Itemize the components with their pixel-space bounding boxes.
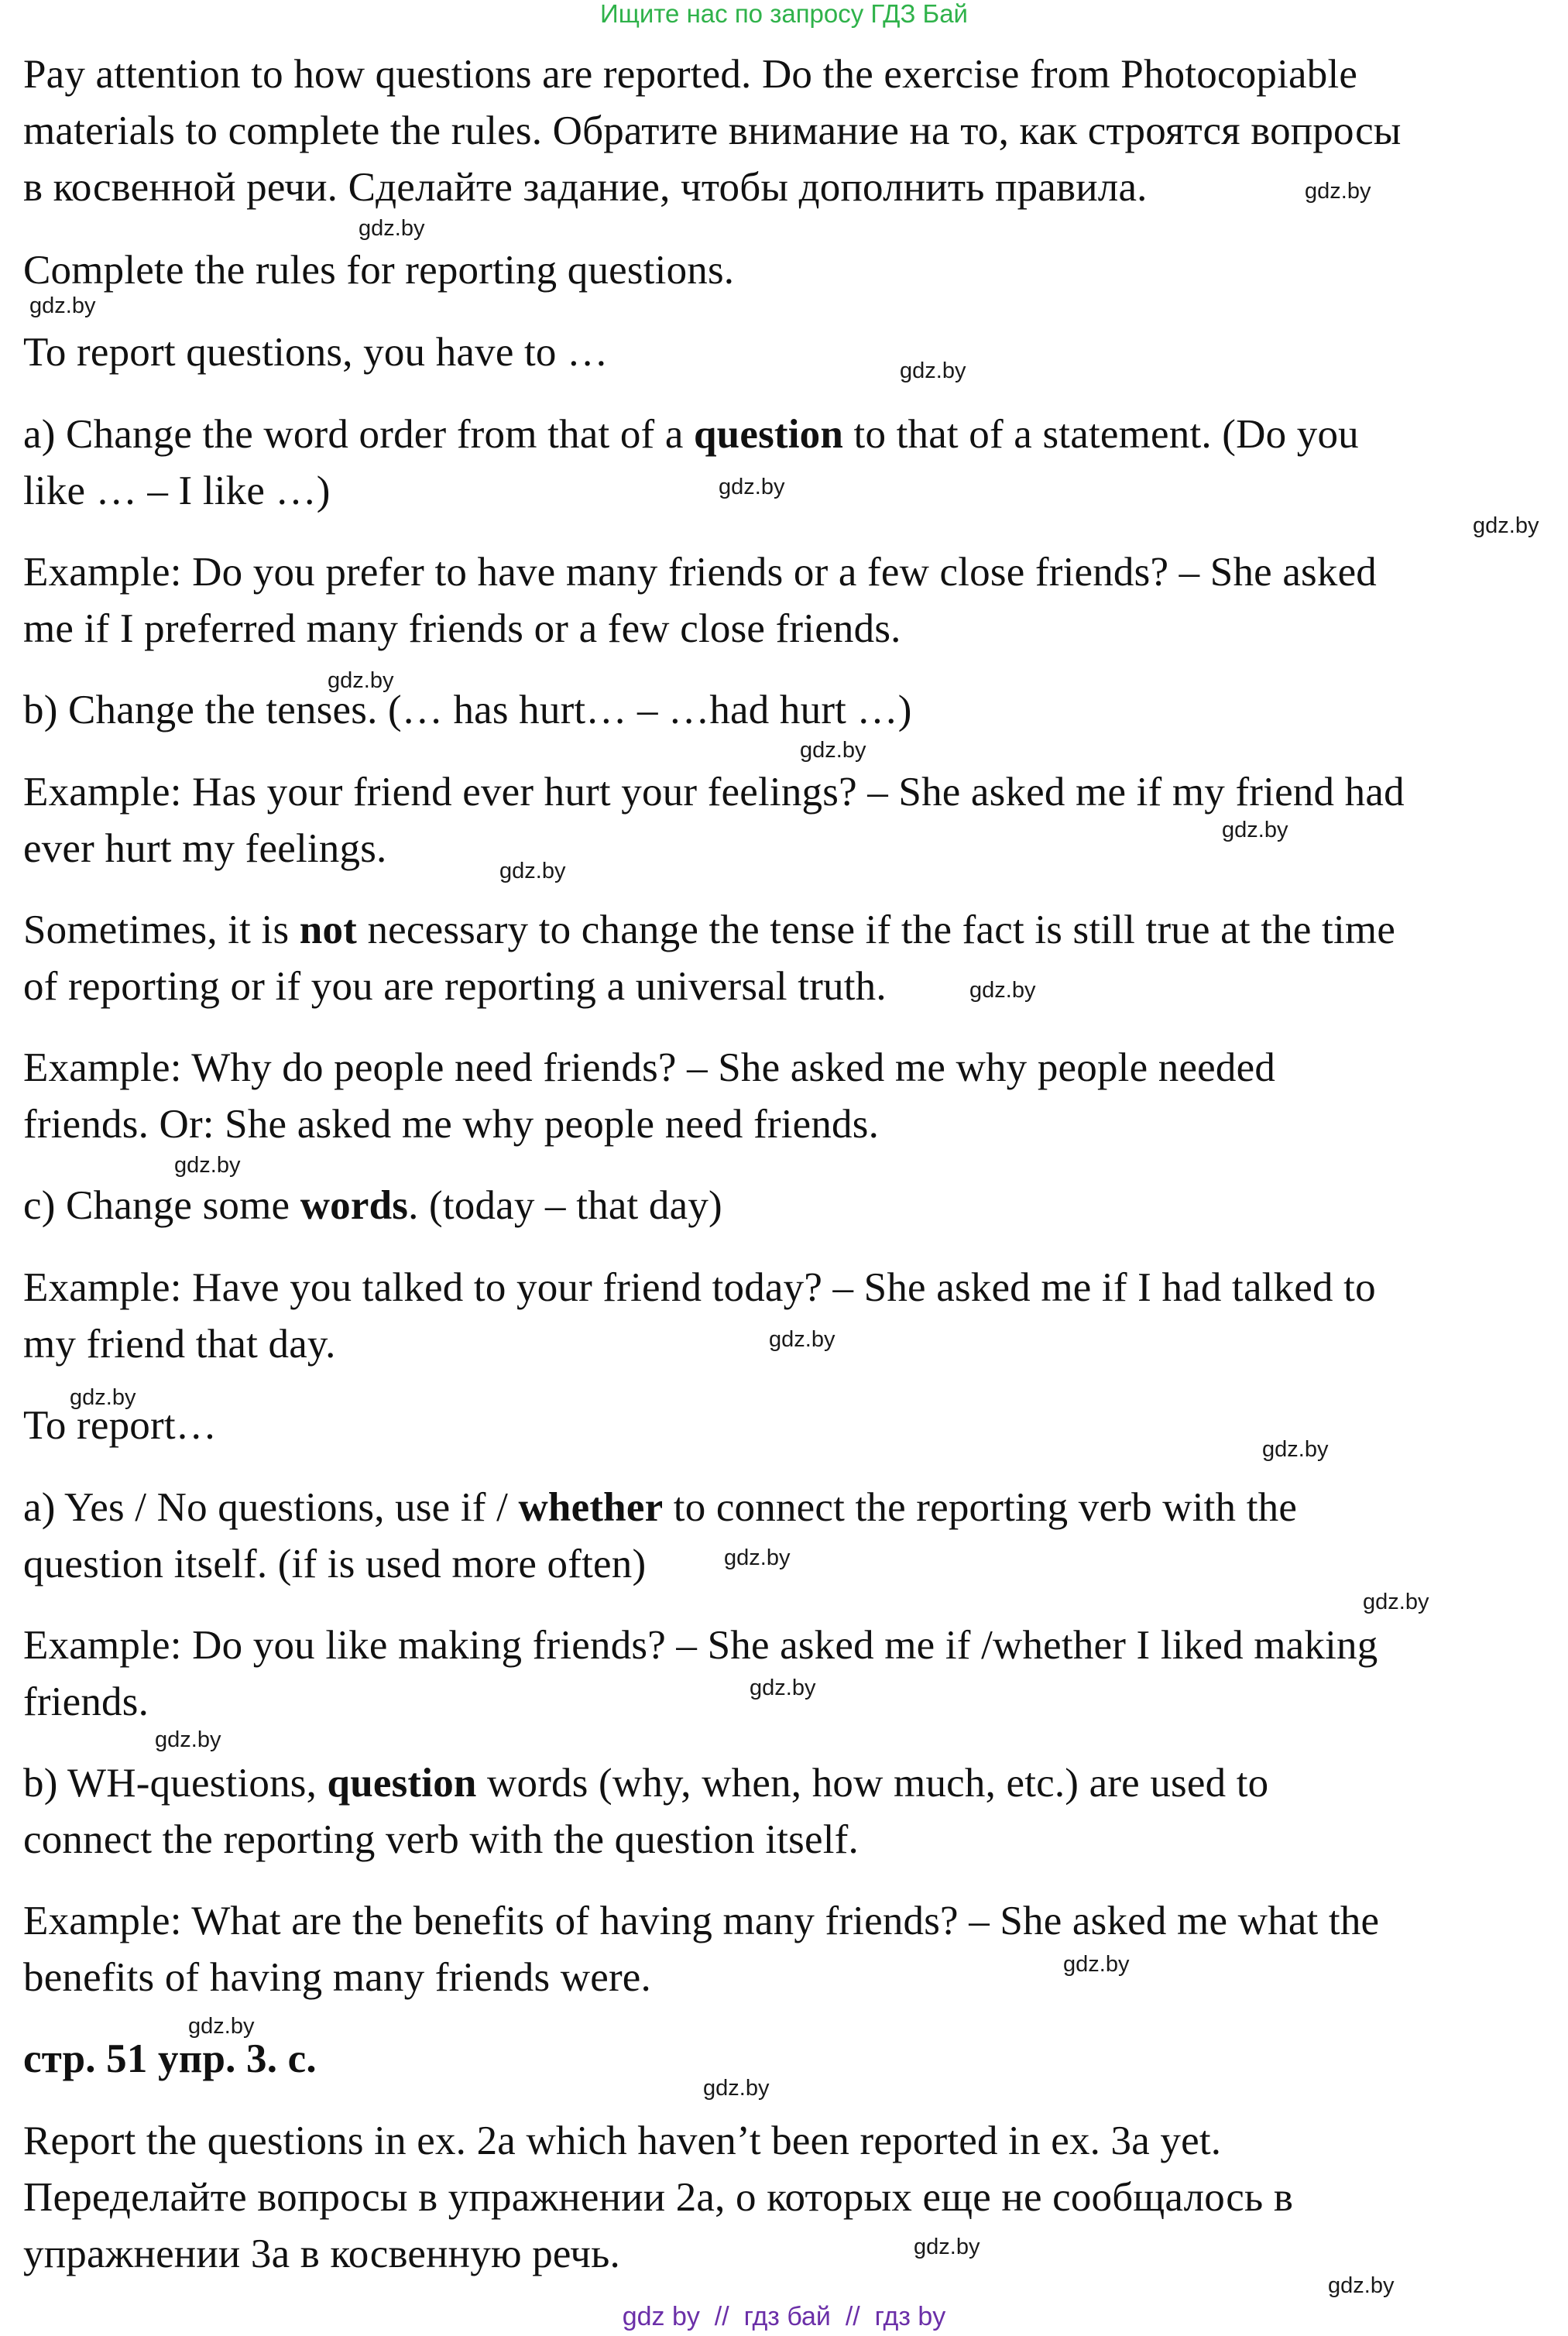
note-example-line-1: Example: Why do people need friends? – She asked me why people needed xyxy=(23,1045,1276,1090)
note-example-line-2: friends. Or: She asked me why people need friends. xyxy=(23,1102,880,1147)
rule-b-line: b) Change the tenses. (… has hurt… – …had hurt …) xyxy=(23,688,912,732)
rules-intro: To report questions, you have to … xyxy=(23,330,609,375)
watermark: gdz.by xyxy=(769,1327,835,1352)
watermark: gdz.by xyxy=(724,1545,791,1570)
watermark: gdz.by xyxy=(1262,1437,1329,1462)
watermark: gdz.by xyxy=(1363,1590,1429,1614)
report-a-bold: whether xyxy=(518,1485,664,1530)
rule-b-example-line-1: Example: Has your friend ever hurt your feelings? – She asked me if my friend had xyxy=(23,770,1405,815)
rule-c-text-post: . (today – that day) xyxy=(408,1183,722,1228)
rule-a-text-post: to that of a statement. (Do you xyxy=(843,412,1359,457)
report-a-line-1 xyxy=(23,1484,1297,1532)
watermark: gdz.by xyxy=(188,2014,255,2039)
watermark: gdz.by xyxy=(969,978,1036,1003)
rule-a-example-line-1: Example: Do you prefer to have many friends or a few close friends? – She asked xyxy=(23,550,1378,595)
note-text-pre: Sometimes, it is xyxy=(23,907,300,952)
report-b-text-pre: b) WH-questions, xyxy=(23,1761,328,1806)
rule-a-line-2: like … – I like …) xyxy=(23,468,331,513)
watermark: gdz.by xyxy=(1328,2273,1395,2298)
report-b-line-1 xyxy=(23,1759,1268,1807)
note-line-2: of reporting or if you are reporting a universal truth. xyxy=(23,964,887,1009)
watermark: gdz.by xyxy=(1473,513,1539,538)
report-intro: To report… xyxy=(23,1403,217,1448)
rule-a-text-pre: a) Change the word order from that of a xyxy=(23,412,694,457)
report-a-text-pre: a) Yes / No questions, use if / xyxy=(23,1485,519,1530)
section-task-line-3: упражнении 3а в косвенную речь. xyxy=(23,2231,620,2276)
report-b-text-post: words (why, when, how much, etc.) are used to xyxy=(476,1761,1269,1806)
task-line: Complete the rules for reporting questions. xyxy=(23,248,735,293)
watermark: gdz.by xyxy=(1305,179,1371,204)
section-task-line-1: Report the questions in ex. 2a which haven’t been reported in ex. 3a yet. xyxy=(23,2118,1222,2163)
watermark: gdz.by xyxy=(914,2235,980,2259)
rule-c-example-line-1: Example: Have you talked to your friend today? – She asked me if I had talked to xyxy=(23,1265,1376,1310)
watermark: gdz.by xyxy=(359,216,425,241)
note-line-1 xyxy=(23,906,1395,954)
rule-b-example-line-2: ever hurt my feelings. xyxy=(23,826,387,871)
report-b-example-line-1: Example: What are the benefits of having many friends? – She asked me what the xyxy=(23,1899,1380,1943)
rule-c-line xyxy=(23,1182,722,1230)
report-b-bold: question xyxy=(327,1761,477,1806)
report-a-example-line-1: Example: Do you like making friends? – She asked me if /whether I liked making xyxy=(23,1623,1378,1668)
watermark: gdz.by xyxy=(29,293,96,318)
rule-a-example-line-2: me if I preferred many friends or a few close friends. xyxy=(23,606,901,651)
note-text-post: necessary to change the tense if the fact is still true at the time xyxy=(357,907,1396,952)
section-task-line-2: Переделайте вопросы в упражнении 2а, о которых еще не сообщалось в xyxy=(23,2175,1294,2220)
rule-a-line-1 xyxy=(23,410,1359,458)
watermark: gdz.by xyxy=(1222,818,1288,842)
rule-c-bold: words xyxy=(300,1183,409,1228)
rule-a-bold: question xyxy=(694,412,844,457)
note-bold: not xyxy=(299,907,357,952)
report-b-example-line-2: benefits of having many friends were. xyxy=(23,1955,651,2000)
watermark: gdz.by xyxy=(900,358,966,383)
report-a-line-2: question itself. (if is used more often) xyxy=(23,1542,647,1586)
header-banner: Ищите нас по запросу ГДЗ Бай xyxy=(600,0,968,28)
watermark: gdz.by xyxy=(70,1385,136,1410)
rule-c-text-pre: c) Change some xyxy=(23,1183,300,1228)
rule-c-example-line-2: my friend that day. xyxy=(23,1322,336,1367)
report-a-text-post: to connect the reporting verb with the xyxy=(663,1485,1298,1530)
watermark: gdz.by xyxy=(750,1676,816,1700)
watermark: gdz.by xyxy=(719,475,785,499)
section-heading: стр. 51 упр. 3. с. xyxy=(23,2036,317,2081)
watermark: gdz.by xyxy=(703,2076,770,2101)
report-b-line-2: connect the reporting verb with the question itself. xyxy=(23,1817,859,1862)
watermark: gdz.by xyxy=(800,738,866,763)
footer-banner: gdz by // гдз бай // гдз by xyxy=(622,2302,946,2331)
intro-line-1: Pay attention to how questions are reported. Do the exercise from Photocopiable xyxy=(23,52,1358,97)
intro-line-2: materials to complete the rules. Обратите внимание на то, как строятся вопросы xyxy=(23,108,1402,153)
watermark: gdz.by xyxy=(328,668,394,693)
watermark: gdz.by xyxy=(499,859,566,883)
watermark: gdz.by xyxy=(1063,1952,1130,1977)
watermark: gdz.by xyxy=(155,1727,221,1752)
report-a-example-line-2: friends. xyxy=(23,1679,149,1724)
intro-line-3: в косвенной речи. Сделайте задание, чтобы дополнить правила. xyxy=(23,165,1148,210)
watermark: gdz.by xyxy=(174,1153,241,1178)
